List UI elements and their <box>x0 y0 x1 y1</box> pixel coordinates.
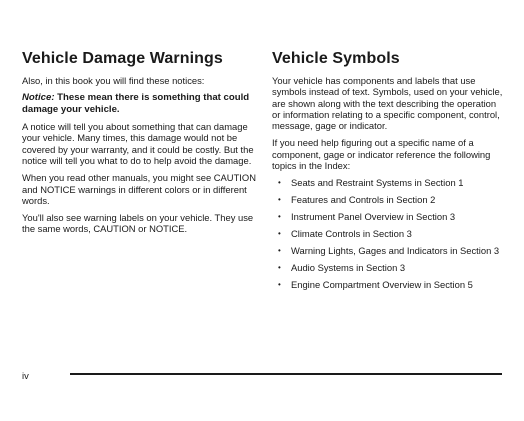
list-item-text: Warning Lights, Gages and Indicators in Section 3 <box>291 245 500 257</box>
bullet-icon: • <box>278 212 281 222</box>
notice-paragraph <box>22 92 262 115</box>
vehicle-damage-warnings-section <box>22 50 262 241</box>
warning-labels-paragraph: You'll also see warning labels on your vehicle. They use the same words, CAUTION or NOTICE. <box>22 212 254 235</box>
list-item-text: Climate Controls in Section 3 <box>291 228 412 240</box>
index-help-paragraph: If you need help figuring out a specific name of a component, gage or indicator reference the following topics in the Index: <box>272 137 491 172</box>
bullet-icon: • <box>278 178 281 188</box>
section-heading-damage-warnings: Vehicle Damage Warnings <box>22 50 223 67</box>
list-item-text: Features and Controls in Section 2 <box>291 194 436 206</box>
bullet-icon: • <box>278 195 281 205</box>
bullet-icon: • <box>278 229 281 239</box>
bullet-icon: • <box>278 280 281 290</box>
vehicle-symbols-section <box>272 50 504 296</box>
list-item <box>272 211 504 222</box>
list-item-text: Seats and Restraint Systems in Section 1 <box>291 177 464 189</box>
list-item <box>272 279 504 290</box>
list-item <box>272 262 504 273</box>
list-item <box>272 245 504 256</box>
list-item <box>272 177 504 188</box>
index-topics-list <box>272 177 504 290</box>
notice-label: Notice: <box>22 92 55 104</box>
page-number: iv <box>22 370 29 381</box>
list-item-text: Engine Compartment Overview in Section 5 <box>291 279 473 291</box>
list-item <box>272 228 504 239</box>
bullet-icon: • <box>278 263 281 273</box>
bullet-icon: • <box>278 246 281 256</box>
list-item <box>272 194 504 205</box>
notice-explanation-paragraph: A notice will tell you about something that can damage your vehicle. Many times, this damage would not be covered by your warranty, and it could be costly. But the notice will tell you what to do to help avoid the damage. <box>22 121 254 166</box>
notice-text: These mean there is something that could damage your vehicle. <box>22 92 250 115</box>
section-heading-vehicle-symbols: Vehicle Symbols <box>272 50 400 67</box>
footer-rule <box>70 373 502 375</box>
list-item-text: Audio Systems in Section 3 <box>291 262 406 274</box>
symbols-intro-paragraph: Your vehicle has components and labels that use symbols instead of text. Symbols, used on your vehicle, are shown along with the text describing the operation or information relating to a specific component, control, message, gage or indicator. <box>272 75 503 132</box>
intro-paragraph: Also, in this book you will find these notices: <box>22 75 205 86</box>
other-manuals-paragraph: When you read other manuals, you might see CAUTION and NOTICE warnings in different colors or in different words. <box>22 172 256 206</box>
list-item-text: Instrument Panel Overview in Section 3 <box>291 211 456 223</box>
